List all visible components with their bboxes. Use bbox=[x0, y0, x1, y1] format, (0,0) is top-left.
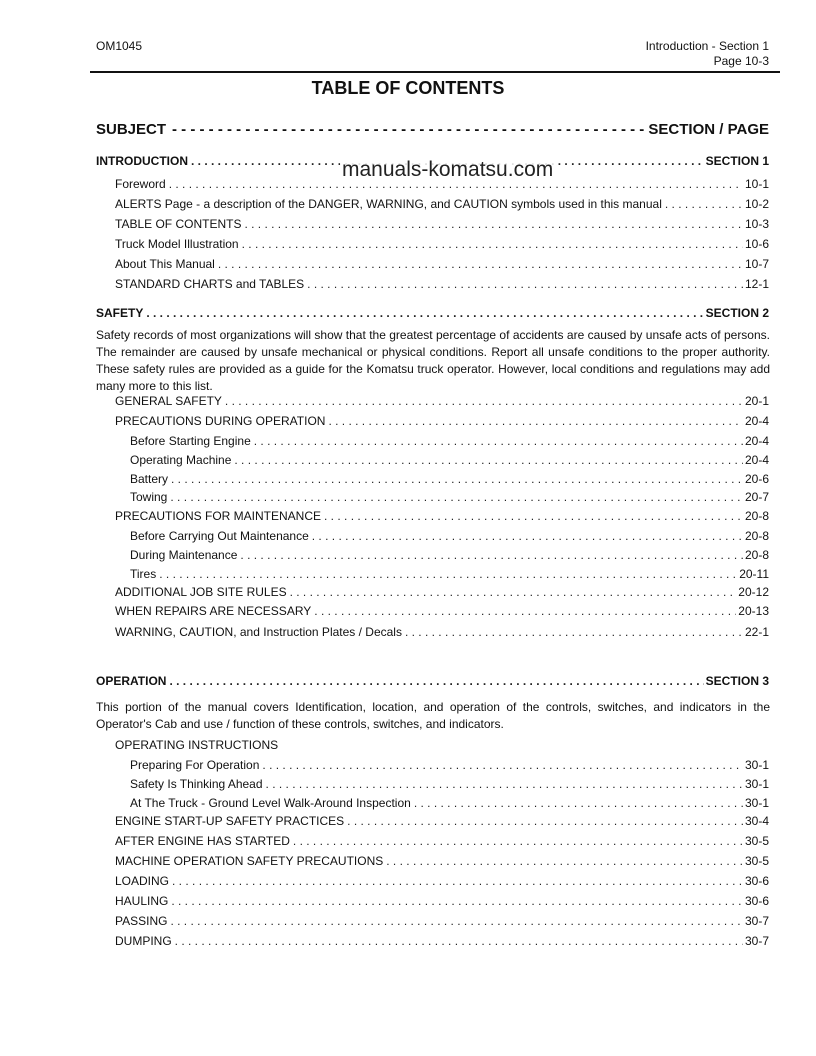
dot-leader bbox=[262, 758, 743, 773]
entry-label: TABLE OF CONTENTS bbox=[115, 217, 242, 231]
toc-entry[interactable] bbox=[115, 217, 769, 232]
section-heading[interactable] bbox=[96, 306, 769, 321]
toc-entry[interactable] bbox=[130, 548, 769, 563]
toc-entry[interactable] bbox=[130, 490, 769, 505]
entry-label: Preparing For Operation bbox=[130, 758, 260, 772]
entry-page: 20-1 bbox=[744, 394, 769, 408]
dot-leader bbox=[665, 197, 743, 212]
entry-page: 30-4 bbox=[744, 814, 769, 828]
dot-leader bbox=[312, 529, 743, 544]
entry-page: 20-8 bbox=[744, 529, 769, 543]
entry-page: 30-7 bbox=[744, 934, 769, 948]
entry-page: 30-5 bbox=[744, 854, 769, 868]
subject-header bbox=[96, 121, 769, 138]
toc-entry[interactable] bbox=[115, 854, 769, 869]
entry-label: LOADING bbox=[115, 874, 170, 888]
dot-leader bbox=[293, 834, 743, 849]
entry-label: PASSING bbox=[115, 914, 168, 928]
dot-leader bbox=[290, 585, 737, 600]
dot-leader bbox=[414, 796, 743, 811]
entry-page: 20-11 bbox=[739, 567, 769, 581]
toc-entry[interactable] bbox=[115, 814, 769, 829]
entry-page: SECTION 3 bbox=[705, 674, 769, 688]
entry-label: PRECAUTIONS DURING OPERATION bbox=[115, 414, 326, 428]
entry-page: 30-1 bbox=[744, 796, 769, 810]
toc-entry[interactable] bbox=[130, 758, 769, 773]
toc-entry[interactable] bbox=[115, 197, 769, 212]
dot-leader bbox=[234, 453, 743, 468]
entry-label: INTRODUCTION bbox=[96, 154, 188, 168]
toc-entry[interactable] bbox=[130, 529, 769, 544]
subject-label: SUBJECT bbox=[96, 121, 167, 138]
entry-page: SECTION 2 bbox=[705, 306, 769, 320]
entry-label: HAULING bbox=[115, 894, 169, 908]
entry-page: 20-7 bbox=[744, 490, 769, 504]
entry-label: DUMPING bbox=[115, 934, 172, 948]
entry-label: ALERTS Page - a description of the DANGER, WARNING, and CAUTION symbols used in this manual bbox=[115, 197, 662, 211]
toc-entry[interactable] bbox=[130, 567, 769, 582]
toc-entry[interactable] bbox=[115, 509, 769, 524]
doc-code: OM1045 bbox=[96, 39, 143, 53]
dot-leader bbox=[314, 604, 736, 619]
toc-entry[interactable] bbox=[115, 604, 769, 619]
entry-page: 20-12 bbox=[738, 585, 769, 599]
dot-leader bbox=[175, 934, 743, 949]
entry-page: 20-6 bbox=[744, 472, 769, 486]
header-page: Page 10-3 bbox=[713, 54, 769, 68]
entry-label: At The Truck - Ground Level Walk-Around Inspection bbox=[130, 796, 411, 810]
toc-entry[interactable] bbox=[115, 585, 769, 600]
entry-page: 10-1 bbox=[744, 177, 769, 191]
entry-label: WHEN REPAIRS ARE NECESSARY bbox=[115, 604, 312, 618]
entry-page: 10-2 bbox=[744, 197, 769, 211]
dot-leader bbox=[146, 306, 703, 321]
dot-leader bbox=[169, 674, 703, 689]
watermark: manuals-komatsu.com bbox=[342, 158, 554, 181]
entry-label: MACHINE OPERATION SAFETY PRECAUTIONS bbox=[115, 854, 384, 868]
entry-label: About This Manual bbox=[115, 257, 215, 271]
entry-page: SECTION 1 bbox=[705, 154, 769, 168]
dot-leader bbox=[218, 257, 743, 272]
toc-entry[interactable] bbox=[115, 414, 769, 429]
entry-label: ADDITIONAL JOB SITE RULES bbox=[115, 585, 287, 599]
toc-entry[interactable] bbox=[115, 834, 769, 849]
section-page-label: SECTION / PAGE bbox=[648, 121, 769, 138]
dot-leader bbox=[328, 414, 743, 429]
section-description: Safety records of most organizations will show that the greatest percentage of accidents are caused by unsafe acts of persons. The remainder are caused by unsafe mechanical or physical conditions. Report all unsafe conditions to the proper authority. These safety rules are provided as a guide for the Komatsu truck operator. However, local conditions and regulations may add many more to this list. bbox=[96, 328, 770, 393]
entry-label: Battery bbox=[130, 472, 169, 486]
toc-entry[interactable] bbox=[130, 453, 769, 468]
entry-page: 30-7 bbox=[744, 914, 769, 928]
dot-leader bbox=[386, 854, 743, 869]
header-section: Introduction - Section 1 bbox=[645, 39, 769, 53]
entry-label: AFTER ENGINE HAS STARTED bbox=[115, 834, 290, 848]
dot-leader bbox=[324, 509, 743, 524]
entry-page: 22-1 bbox=[744, 625, 769, 639]
header-rule bbox=[90, 71, 780, 73]
dot-leader bbox=[159, 567, 737, 582]
toc-entry[interactable] bbox=[115, 914, 769, 929]
entry-page: 20-4 bbox=[744, 434, 769, 448]
entry-page: 20-8 bbox=[744, 548, 769, 562]
page-title: TABLE OF CONTENTS bbox=[311, 78, 505, 98]
entry-page: 20-4 bbox=[744, 414, 769, 428]
toc-entry[interactable] bbox=[115, 277, 769, 292]
toc-entry[interactable] bbox=[130, 796, 769, 811]
entry-label: ENGINE START-UP SAFETY PRACTICES bbox=[115, 814, 345, 828]
entry-label: Before Carrying Out Maintenance bbox=[130, 529, 309, 543]
dot-leader bbox=[405, 625, 743, 640]
toc-entry[interactable] bbox=[115, 874, 769, 889]
dot-leader bbox=[170, 490, 743, 505]
dot-leader bbox=[171, 472, 743, 487]
entry-label: Safety Is Thinking Ahead bbox=[130, 777, 263, 791]
entry-page: 30-1 bbox=[744, 777, 769, 791]
entry-page: 10-3 bbox=[744, 217, 769, 231]
toc-entry[interactable] bbox=[115, 237, 769, 252]
entry-label: Foreword bbox=[115, 177, 166, 191]
entry-label: SAFETY bbox=[96, 306, 144, 320]
entry-page: 10-7 bbox=[744, 257, 769, 271]
dot-leader bbox=[225, 394, 743, 409]
entry-page: 20-13 bbox=[738, 604, 769, 618]
entry-page: 30-5 bbox=[744, 834, 769, 848]
dot-leader bbox=[307, 277, 743, 292]
toc-entry[interactable] bbox=[115, 394, 769, 409]
dash-leader bbox=[166, 121, 648, 138]
entry-label: Towing bbox=[130, 490, 168, 504]
dot-leader bbox=[347, 814, 743, 829]
entry-page: 30-1 bbox=[744, 758, 769, 772]
entry-page: 20-4 bbox=[744, 453, 769, 467]
toc-entry[interactable] bbox=[130, 472, 769, 487]
dot-leader bbox=[244, 217, 743, 232]
entry-label: GENERAL SAFETY bbox=[115, 394, 222, 408]
entry-page: 30-6 bbox=[744, 894, 769, 908]
toc-entry[interactable] bbox=[130, 434, 769, 449]
entry-page: 10-6 bbox=[744, 237, 769, 251]
toc-entry[interactable] bbox=[130, 777, 769, 792]
entry-label: Truck Model Illustration bbox=[115, 237, 239, 251]
dot-leader bbox=[172, 874, 743, 889]
entry-label: OPERATING INSTRUCTIONS bbox=[115, 738, 279, 752]
entry-page: 12-1 bbox=[744, 277, 769, 291]
dot-leader bbox=[170, 914, 743, 929]
dot-leader bbox=[242, 237, 743, 252]
toc-entry[interactable] bbox=[115, 934, 769, 949]
entry-label: WARNING, CAUTION, and Instruction Plates / Decals bbox=[115, 625, 402, 639]
dot-leader bbox=[254, 434, 743, 449]
entry-label: PRECAUTIONS FOR MAINTENANCE bbox=[115, 509, 322, 523]
dot-leader bbox=[240, 548, 743, 563]
dot-leader bbox=[171, 894, 743, 909]
dot-leader bbox=[266, 777, 743, 792]
toc-entry[interactable] bbox=[115, 257, 769, 272]
toc-entry[interactable] bbox=[115, 894, 769, 909]
entry-label: STANDARD CHARTS and TABLES bbox=[115, 277, 305, 291]
toc-entry[interactable] bbox=[115, 738, 769, 753]
entry-page: 20-8 bbox=[744, 509, 769, 523]
section-description: This portion of the manual covers Identification, location, and operation of the controls, switches, and indicators in the Operator's Cab and use / function of these controls, switches, and indicators. bbox=[96, 700, 770, 731]
entry-label: Tires bbox=[130, 567, 157, 581]
entry-label: Before Starting Engine bbox=[130, 434, 251, 448]
entry-label: Operating Machine bbox=[130, 453, 232, 467]
toc-entry[interactable] bbox=[115, 625, 769, 640]
entry-label: OPERATION bbox=[96, 674, 167, 688]
section-heading[interactable] bbox=[96, 674, 769, 689]
entry-label: During Maintenance bbox=[130, 548, 238, 562]
entry-page: 30-6 bbox=[744, 874, 769, 888]
